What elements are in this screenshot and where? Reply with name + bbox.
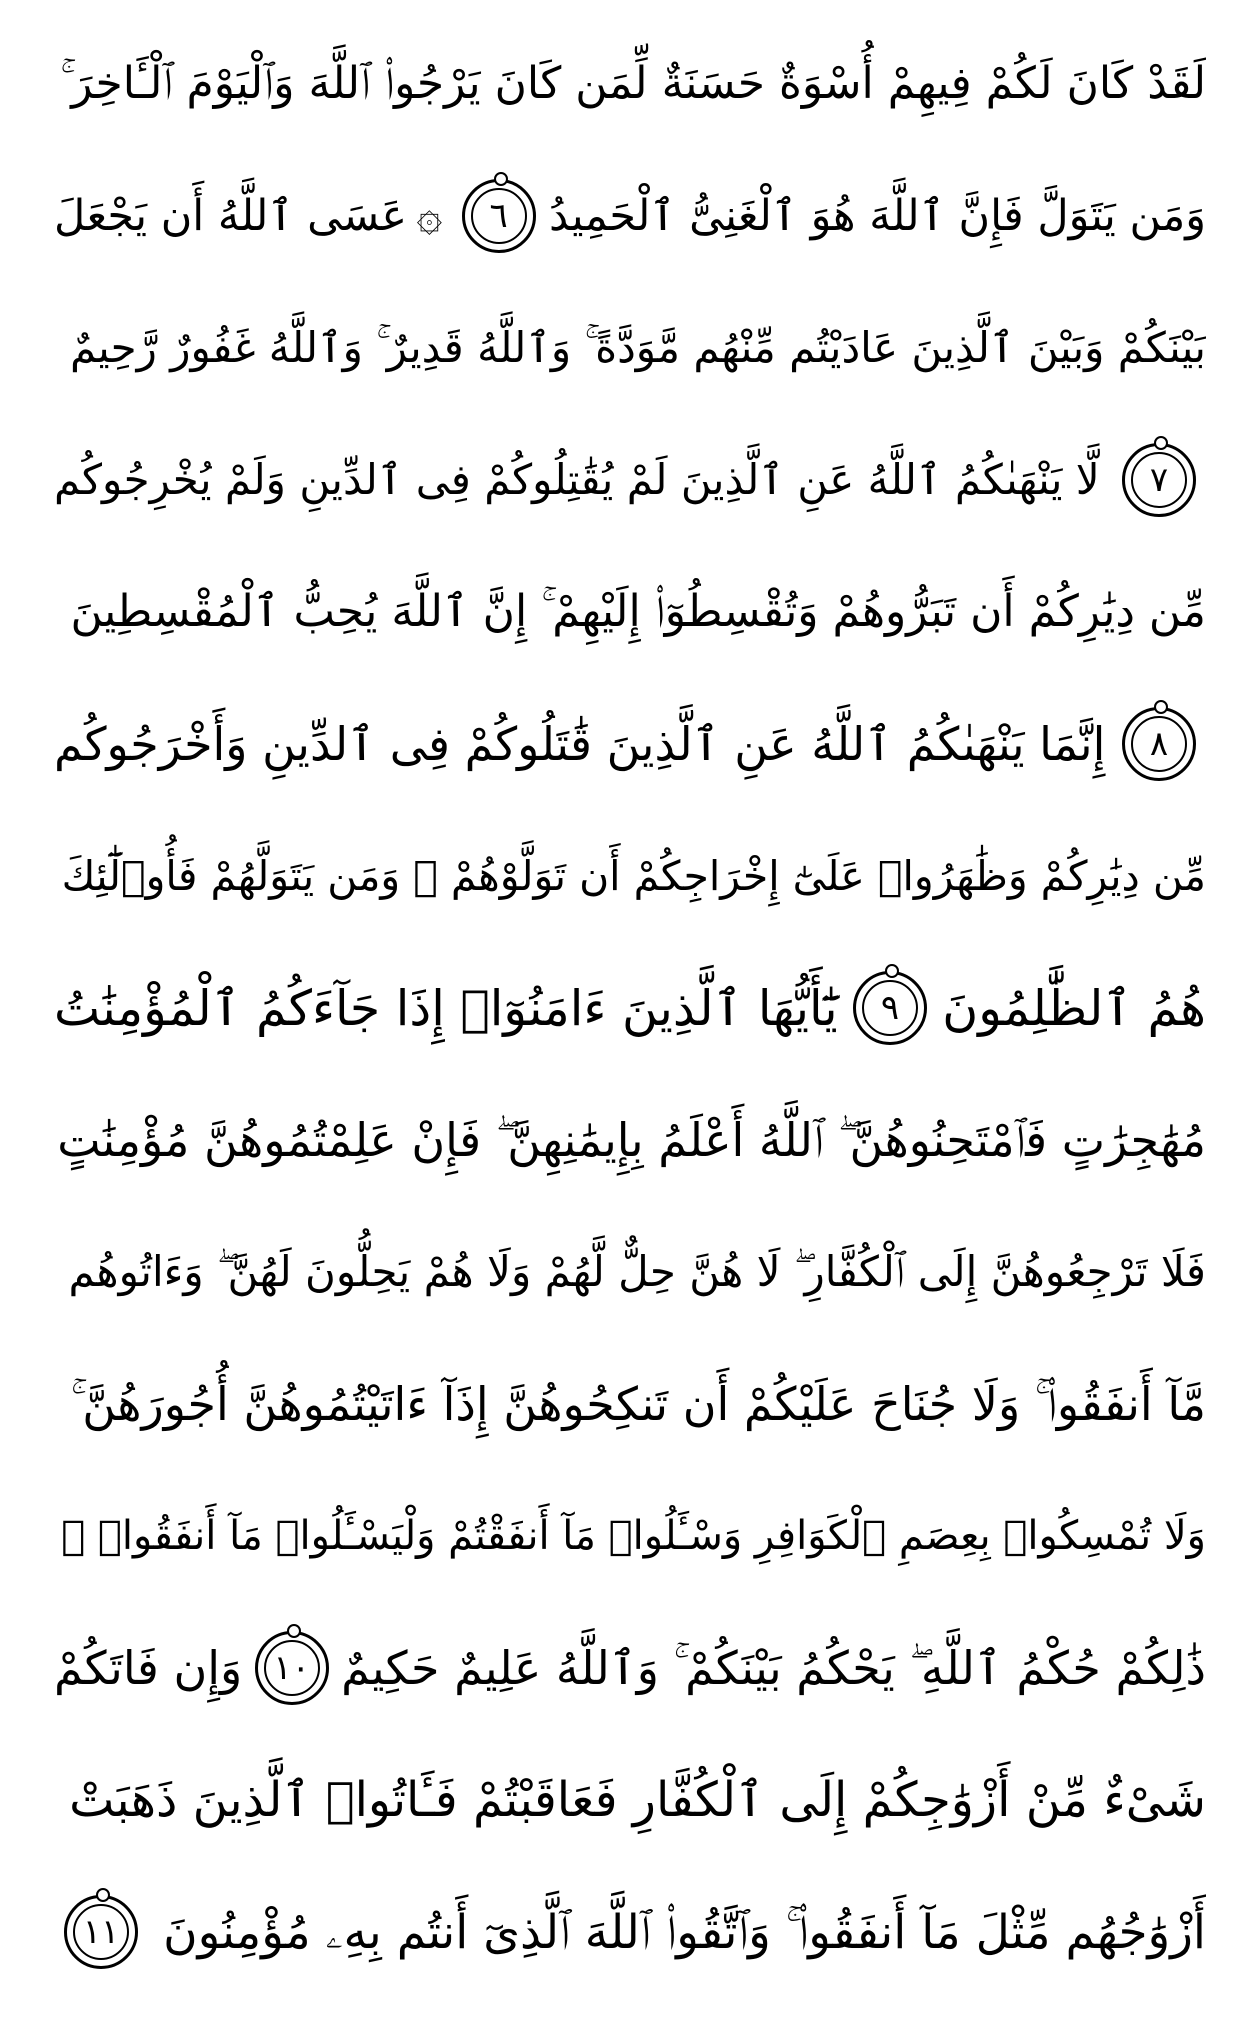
line-text: وَمَن يَتَوَلَّ فَإِنَّ ٱللَّهَ هُوَ ٱلْغَنِىُّ ٱلْحَمِيدُ [549,190,1206,241]
text-line-8 [54,942,1206,1074]
verse-end-marker-8: ٨ [1122,707,1196,781]
verse-end-marker-6: ٦ [462,179,536,253]
text-line-4 [54,414,1206,546]
line-text: فَلَا تَرْجِعُوهُنَّ إِلَى ٱلْكُفَّارِ ۖ لَا هُنَّ حِلٌّ لَّهُمْ وَلَا هُمْ يَحِلُّونَ لَهُنَّ ۖ وَءَاتُوهُم [68,1247,1206,1296]
text-line-10 [54,1206,1206,1338]
line-text: هُمُ ٱلظَّٰلِمُونَ [942,979,1206,1037]
text-line-2 [54,150,1206,282]
text-line-13 [54,1602,1206,1734]
line-text: وَإِن فَاتَكُمْ [54,1641,243,1695]
line-text: يَٰٓأَيُّهَا ٱلَّذِينَ ءَامَنُوٓا۟ إِذَا جَآءَكُمُ ٱلْمُؤْمِنَٰتُ [54,979,838,1037]
line-text: مِّن دِيَٰرِكُمْ وَظَٰهَرُوا۟ عَلَىٰٓ إِخْرَاجِكُمْ أَن تَوَلَّوْهُمْ ۚ وَمَن يَتَوَلَّهُمْ فَأُو۟لَٰٓئِكَ [61,851,1206,900]
line-text: لَقَدْ كَانَ لَكُمْ فِيهِمْ أُسْوَةٌ حَسَنَةٌ لِّمَن كَانَ يَرْجُوا۟ ٱللَّهَ وَٱلْيَوْمَ ٱلْـَٔاخِرَ ۚ [60,58,1206,109]
text-line-6 [54,678,1206,810]
line-text: وَلَا تُمْسِكُوا۟ بِعِصَمِ ٱلْكَوَافِرِ وَسْـَٔلُوا۟ مَآ أَنفَقْتُمْ وَلْيَسْـَٔلُوا۟ مَآ أَنفَقُوا۟ ۚ [61,1513,1206,1559]
text-line-14 [54,1734,1206,1866]
verse-end-marker-7: ٧ [1122,443,1196,517]
line-text: مَّآ أَنفَقُوا۟ ۚ وَلَا جُنَاحَ عَلَيْكُمْ أَن تَنكِحُوهُنَّ إِذَآ ءَاتَيْتُمُوهُنَّ أُجُورَهُنَّ ۚ [70,1377,1206,1431]
text-line-11 [54,1338,1206,1470]
line-text: أَزْوَٰجُهُم مِّثْلَ مَآ أَنفَقُوا۟ ۚ وَٱتَّقُوا۟ ٱللَّهَ ٱلَّذِىٓ أَنتُم بِهِۦ مُؤْمِنُونَ [163,1904,1206,1960]
text-line-7 [54,810,1206,942]
text-line-5 [54,546,1206,678]
verse-end-marker-10: ١٠ [255,1631,329,1705]
line-text: شَىْءٌ مِّنْ أَزْوَٰجِكُمْ إِلَى ٱلْكُفَّارِ فَعَاقَبْتُمْ فَـَٔاتُوا۟ ٱلَّذِينَ ذَهَبَتْ [69,1772,1206,1828]
hizb-icon: ۞ [416,190,443,241]
verse-end-marker-9: ٩ [853,971,927,1045]
line-text: بَيْنَكُمْ وَبَيْنَ ٱلَّذِينَ عَادَيْتُم مِّنْهُم مَّوَدَّةً ۚ وَٱللَّهُ قَدِيرٌ ۚ وَٱللَّهُ غَفُورٌ رَّحِيمٌ [70,323,1206,372]
line-text: مُهَٰجِرَٰتٍ فَٱمْتَحِنُوهُنَّ ۖ ٱللَّهُ أَعْلَمُ بِإِيمَٰنِهِنَّ ۖ فَإِنْ عَلِمْتُمُوهُنَّ مُؤْمِنَٰتٍ [57,1113,1206,1167]
text-line-9 [54,1074,1206,1206]
text-line-15 [54,1866,1206,1998]
verse-end-marker-11: ١١ [64,1895,138,1969]
text-line-1 [54,18,1206,150]
text-line-12 [54,1470,1206,1602]
line-text: لَّا يَنْهَىٰكُمُ ٱللَّهُ عَنِ ٱلَّذِينَ لَمْ يُقَٰتِلُوكُمْ فِى ٱلدِّينِ وَلَمْ يُخْرِجُوكُم [54,455,1100,504]
line-text: إِنَّمَا يَنْهَىٰكُمُ ٱللَّهُ عَنِ ٱلَّذِينَ قَٰتَلُوكُمْ فِى ٱلدِّينِ وَأَخْرَجُوكُم [54,717,1106,771]
text-line-3 [54,282,1206,414]
line-text: مِّن دِيَٰرِكُمْ أَن تَبَرُّوهُمْ وَتُقْسِطُوٓا۟ إِلَيْهِمْ ۚ إِنَّ ٱللَّهَ يُحِبُّ ٱلْمُقْسِطِينَ [70,586,1206,637]
line-text: عَسَى ٱللَّهُ أَن يَجْعَلَ [54,190,408,241]
line-text: ذَٰلِكُمْ حُكْمُ ٱللَّهِ ۖ يَحْكُمُ بَيْنَكُمْ ۚ وَٱللَّهُ عَلِيمٌ حَكِيمٌ [341,1641,1206,1695]
